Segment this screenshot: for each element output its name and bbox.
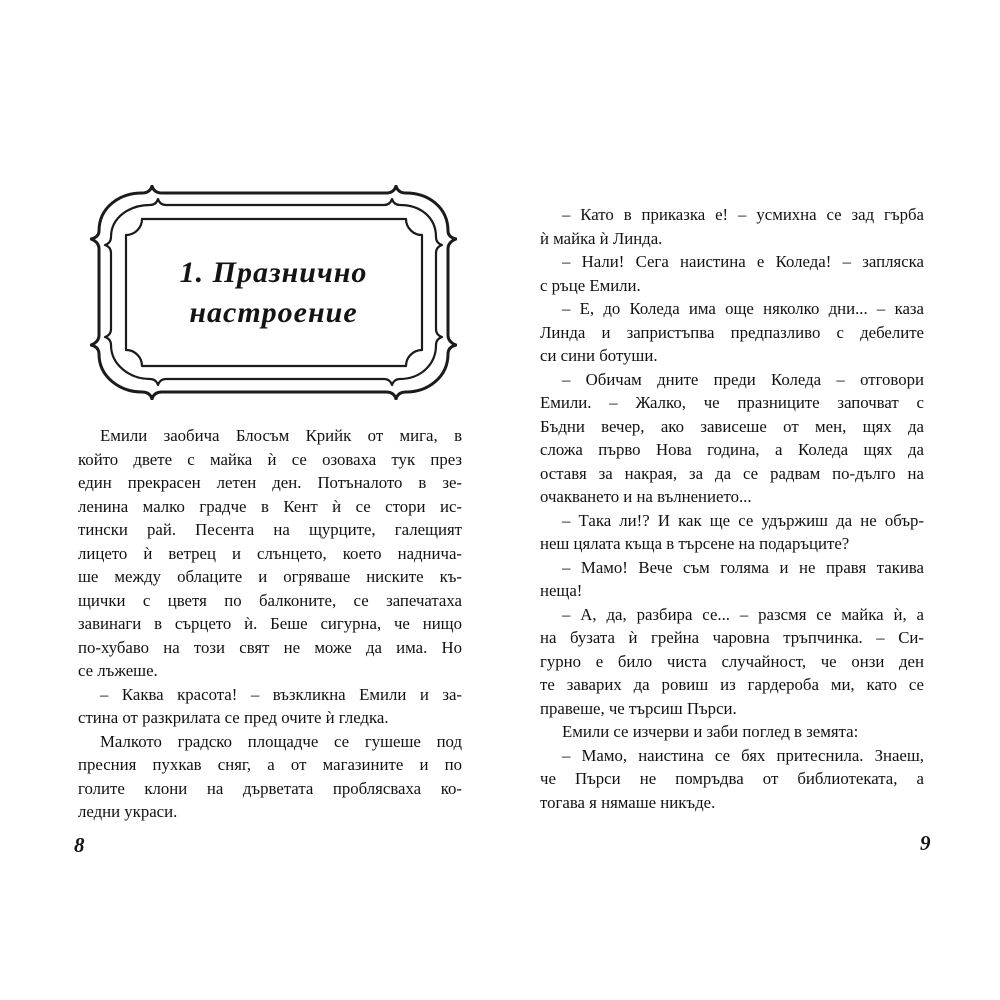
text-line: Малкото градско площадче се гушеше под: [100, 731, 462, 751]
text-line: един прекрасен летен ден. Потъналото в зе-: [78, 473, 462, 492]
text-line: че Пърси не помръдва от библиотеката, а: [540, 769, 924, 788]
paragraph: [540, 203, 924, 250]
text-line: Емили. – Жалко, че празниците започват с: [540, 393, 924, 412]
text-line: те заварих да ровиш из гардероба ми, като се: [540, 675, 924, 694]
text-line: се лъжеше.: [78, 661, 158, 680]
chapter-title-frame: [90, 185, 457, 400]
paragraph: [540, 603, 924, 721]
text-line: по-хубаво на този свят не може да има. Но: [78, 637, 462, 657]
text-line: – Обичам дните преди Коледа – отговори: [562, 369, 924, 389]
text-line: пресния пухкав сняг, а от магазините и по: [78, 755, 462, 774]
text-line: Емили се изчерви и заби поглед в земята:: [562, 722, 859, 741]
paragraph: [540, 720, 924, 744]
text-line: неш цялата къща в търсене на подаръците?: [540, 534, 850, 553]
text-line: голите клони на дърветата проблясваха ко-: [78, 778, 462, 798]
text-line: – Нали! Сега наистина е Коледа! – запляска: [562, 252, 924, 271]
text-line: Линда и запристъпва предпазливо с дебелите: [540, 322, 924, 342]
text-line: – Каква красота! – възкликна Емили и за-: [100, 684, 462, 704]
text-line: ше между облаците и огряваше ниските къ-: [78, 567, 462, 586]
page-number-right: 9: [920, 831, 931, 855]
paragraph: [540, 368, 924, 509]
text-line: с ръце Емили.: [540, 275, 641, 295]
paragraph: [540, 297, 924, 368]
text-line: на бузата ѝ грейна чаровна тръпчинка. – Си-: [540, 628, 924, 647]
text-line: сложа първо Нова година, а Коледа щях да: [540, 440, 924, 459]
text-line: щички с цветя по балконите, се запечатаха: [78, 590, 462, 610]
text-line: – Е, до Коледа има още няколко дни... – каза: [562, 299, 924, 318]
left-page-text: [78, 424, 462, 824]
right-page-text: [540, 203, 924, 814]
text-line: ленина малко градче в Кент ѝ се стори ис-: [78, 496, 462, 516]
text-line: – Мамо, наистина се бях притеснила. Знаеш,: [562, 745, 924, 765]
paragraph: [540, 509, 924, 556]
text-line: тогава я нямаше никъде.: [540, 792, 716, 812]
text-line: очакването и на вълнението...: [540, 487, 752, 506]
text-line: – Като в приказка е! – усмихна се зад гърба: [562, 205, 924, 224]
paragraph: [78, 683, 462, 730]
text-line: правеше, че търсиш Пърси.: [540, 698, 737, 718]
chapter-title: [90, 185, 457, 400]
page-number-left: 8: [74, 833, 85, 857]
text-line: си сини ботуши.: [540, 346, 658, 365]
paragraph: [540, 556, 924, 603]
text-line: гурно е било чиста случайност, че онзи ден: [540, 651, 924, 671]
paragraph: [540, 744, 924, 815]
text-line: тински рай. Песента на щурците, галещият: [78, 520, 462, 539]
text-line: който двете с майка ѝ се озоваха тук през: [78, 449, 462, 469]
chapter-title-line2: настроение: [189, 295, 358, 329]
text-line: неща!: [540, 581, 583, 600]
paragraph: [540, 250, 924, 297]
chapter-title-line1: 1. Празнично: [179, 255, 368, 289]
text-line: Емили заобича Блосъм Крийк от мига, в: [100, 426, 462, 445]
paragraph: [78, 424, 462, 683]
text-line: оставя за накрая, за да се радвам по-дълго на: [540, 463, 924, 483]
text-line: – Така ли!? И как ще се удържиш да не обър-: [562, 510, 924, 530]
text-line: – Мамо! Вече съм голяма и не правя такива: [562, 557, 924, 577]
text-line: лицето ѝ ветрец и слънцето, което наднича-: [78, 543, 462, 563]
text-line: Бъдни вечер, ако зависеше от мен, щях да: [540, 416, 924, 436]
text-line: завинаги в сърцето ѝ. Беше сигурна, че нищо: [78, 614, 462, 633]
text-line: ледни украси.: [78, 802, 178, 821]
text-line: ѝ майка ѝ Линда.: [540, 228, 663, 248]
text-line: – А, да, разбира се... – разсмя се майка ѝ, а: [562, 604, 924, 624]
text-line: стина от разкрилата се пред очите ѝ гледка.: [78, 708, 389, 727]
paragraph: [78, 730, 462, 824]
